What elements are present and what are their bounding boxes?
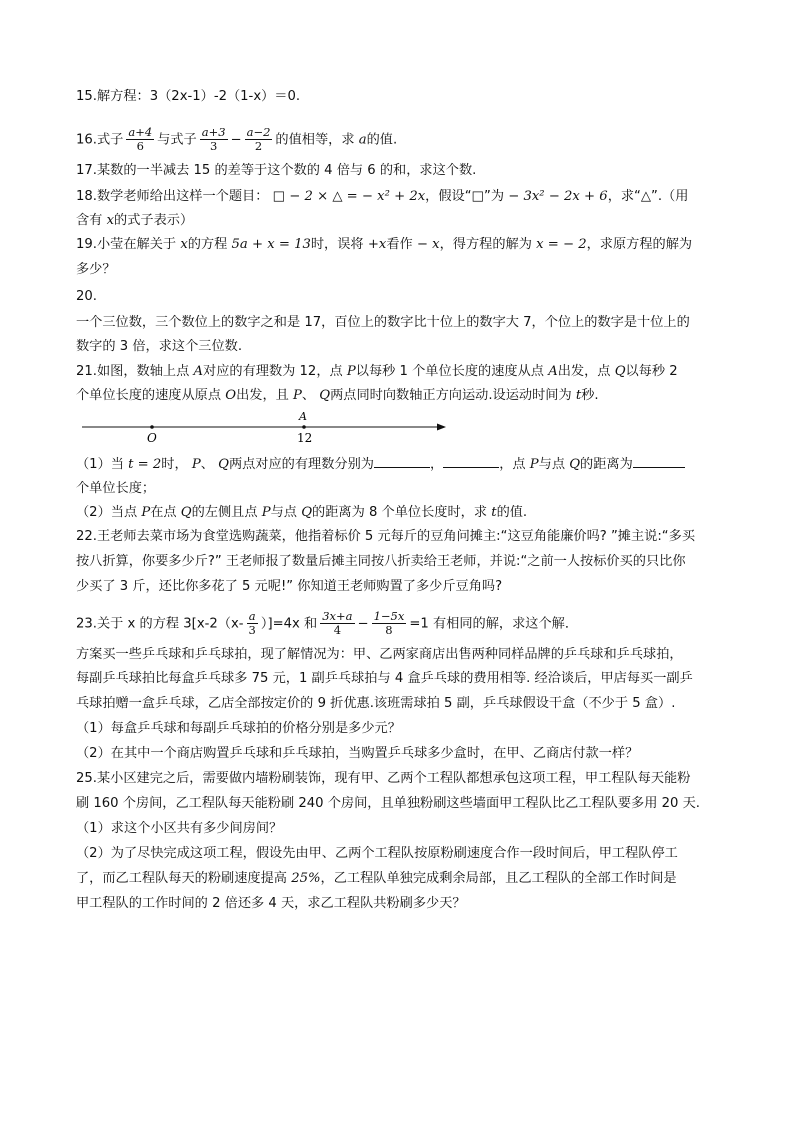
q19-solution: x = − 2 <box>536 237 587 252</box>
number-line-label-12: 12 <box>297 431 313 445</box>
q21-text-i: 秒. <box>581 388 599 403</box>
q23-text-b: ）]=4x 和 <box>260 616 318 632</box>
number-line-figure <box>80 405 460 445</box>
q23-fraction-2: $\frac{3x+a}{4}$ <box>322 609 353 637</box>
q19-text-b: 的方程 <box>187 237 228 252</box>
q21-point-P-2: P <box>293 388 302 403</box>
q21-point-P: P <box>346 364 356 379</box>
q25-sub2-line3: 甲工程队的工作时间的 2 倍还多 4 天，求乙工程队共粉刷多少天？ <box>76 896 466 911</box>
q21-point-A: A <box>193 364 204 379</box>
q21-point-Q-2: Q <box>319 388 331 403</box>
q21-sub1-c: 两点对应的有理数分别为 <box>228 457 374 472</box>
q21-text-d: 出发，点 <box>557 364 611 379</box>
q21-sub1-cond: t = 2 <box>128 457 162 472</box>
q16-line <box>76 126 397 153</box>
q16-var: a <box>358 132 367 148</box>
q21-sub1-Q2: Q <box>569 457 581 472</box>
q21-sub1-a: （1）当 <box>76 457 124 472</box>
q21-text-f: 个单位长度的速度从原点 <box>76 388 222 403</box>
q21-text-e: 以每秒 2 <box>625 364 678 379</box>
q19-text-a: 19.小莹在解关于 <box>76 237 177 252</box>
q21-text-h: 两点同时向数轴正方向运动.设运动时间为 <box>330 388 572 403</box>
q19-plus-x: +x <box>367 237 387 252</box>
q25-sub2-a: 了，而乙工程队每天的粉刷速度提高 <box>76 871 287 886</box>
q21-sub1-line2: 个单位长度； <box>76 481 156 496</box>
number-line-point-A <box>302 425 306 429</box>
q16-fraction-2: $\frac{a+3}{3}$ <box>201 125 226 153</box>
q21-sub2-line <box>76 504 527 522</box>
q22-line2: 按八折算，你要多少斤?” 王老师报了数量后摊主同按八折卖给王老师，并说:“之前一人按标价买的只比你 <box>76 554 686 569</box>
q21-sub2-t: t <box>491 505 497 520</box>
q20-line1: 一个三位数，三个数位上的数字之和是 17，百位上的数字比十位上的数字大 7，个位上的数字是十位上的 <box>76 315 690 330</box>
q15-text: 15.解方程：3（2x-1）-2（1-x）＝0. <box>76 89 301 104</box>
q21-sub2-b: 在点 <box>150 505 177 520</box>
q16-prefix: 16.式子 <box>76 132 124 148</box>
q25-line2: 刷 160 个房间，乙工程队每天能粉刷 240 个房间，且单独粉刷这些墙面甲工程队比乙工程队要多用 20 天. <box>76 796 700 811</box>
q21-point-A-2: A <box>548 364 558 379</box>
q21-var-t: t <box>575 388 582 403</box>
q21-sub2-d: 与点 <box>270 505 297 520</box>
q22-line3: 少买了 3 斤，还比你多花了 5 元呢!” 你知道王老师购置了多少斤豆角吗? <box>76 579 503 594</box>
q24-line1: 方案买一些乒乓球和乒乓球拍，现了解情况为：甲、乙两家商店出售两种同样品牌的乒乓球和乒乓球拍， <box>76 647 683 662</box>
answer-blank-1 <box>374 455 430 468</box>
q19-line1 <box>76 236 692 254</box>
q25-sub2-line1: （2）为了尽快完成这项工程，假设先由甲、乙两个工程队按原粉刷速度合作一段时间后，甲工程队停工 <box>76 846 678 861</box>
q21-text-g: 出发，且 <box>236 388 289 403</box>
q22-line1: 22.王老师去菜市场为食堂选购蔬菜，他指着标价 5 元每斤的豆角问摊主:“这豆角能廉价吗? ”摊主说:“多买 <box>76 529 696 544</box>
q16-suffix-a: 的值相等，求 <box>275 132 355 148</box>
q24-sub1: （1）每盒乒乓球和每副乒乓球拍的价格分别是多少元？ <box>76 721 401 736</box>
q21-sub2-c: 的左侧且点 <box>191 505 258 520</box>
q19-equation: 5a + x = 13 <box>231 237 311 252</box>
q25-sub2-line2 <box>76 870 677 888</box>
q21-sub2-Q: Q <box>180 505 192 520</box>
q16-fraction-3: $\frac{a-2}{2}$ <box>246 125 271 153</box>
q21-sub2-P2: P <box>261 505 271 520</box>
q21-sub2-e: 的距离为 8 个单位长度时，求 <box>312 505 488 520</box>
q21-point-Q: Q <box>614 364 626 379</box>
q23-text-c: =1 有相同的解，求这个解． <box>409 616 579 632</box>
q19-var: x <box>180 237 188 252</box>
q21-sub1-line1 <box>76 455 685 474</box>
q21-sub2-f: 的值. <box>496 505 528 520</box>
q18-text-a: 18.数学老师给出这样一个题目： <box>76 189 269 204</box>
q21-sub1-b: 时， <box>161 457 188 472</box>
q16-minus: − <box>230 132 242 148</box>
q17-text: 17.某数的一半减去 15 的差等于这个数的 4 倍与 6 的和，求这个数. <box>76 163 477 178</box>
q18-text-d: 含有 <box>76 213 103 228</box>
number-line-point-O <box>150 425 154 429</box>
q21-sub1-f: 的距离为 <box>580 457 633 472</box>
q21-sub1-P2: P <box>529 457 539 472</box>
q23-text-a: 23.关于 x 的方程 3[x-2（x- <box>76 616 244 632</box>
q23-minus: − <box>357 616 369 632</box>
q25-sub2-b: ，乙工程队单独完成剩余局部，且乙工程队的全部工作时间是 <box>320 871 677 886</box>
q18-expr2: − 3x² − 2x + 6 <box>508 189 608 204</box>
q24-line2: 每副乒乓球拍比每盒乒乓球多 75 元，1 副乒乓球拍与 4 盒乒乓球的费用相等. 经洽谈后，甲店每买一副乒 <box>76 671 693 686</box>
q21-sub2-P: P <box>141 505 151 520</box>
q25-sub1: （1）求这个小区共有多少间房间？ <box>76 821 283 836</box>
q21-sub1-P: P <box>191 457 201 472</box>
q18-line1 <box>76 188 688 206</box>
answer-blank-3 <box>633 455 685 468</box>
q21-text-a: 21.如图，数轴上点 <box>76 364 190 379</box>
number-line-arrow <box>437 424 446 431</box>
q18-expr1: □ − 2 × △ = − x² + 2x <box>272 189 426 204</box>
q21-sub2-Q2: Q <box>301 505 313 520</box>
number-line-label-O: O <box>147 431 157 445</box>
q19-line2: 多少？ <box>76 262 116 277</box>
q21-text-b: 对应的有理数为 12，点 <box>203 364 343 379</box>
q21-sub1-comma: ， <box>430 457 444 472</box>
q21-sep: 、 <box>301 388 316 403</box>
q20-number: 20. <box>76 289 97 304</box>
q16-mid: 与式子 <box>157 132 197 148</box>
q21-origin-O: O <box>225 388 237 403</box>
q24-line3: 乓球拍赠一盒乒乓球，乙店全部按定价的 9 折优惠.该班需球拍 5 副，乒乓球假设干盒（不少于 5 盒）. <box>76 696 676 711</box>
q24-sub2: （2）在其中一个商店购置乒乓球和乒乓球拍，当购置乒乓球多少盒时，在甲、乙商店付款一样？ <box>76 746 639 761</box>
q21-sub1-Q: Q <box>218 457 229 472</box>
q19-text-d: 看作 <box>386 237 413 252</box>
q23-line <box>76 610 578 637</box>
q23-fraction-1: $\frac{a}{3}$ <box>248 609 256 637</box>
q25-percent: 25% <box>291 871 321 886</box>
q18-text-e: 的式子表示） <box>114 213 194 228</box>
q18-line2 <box>76 212 193 230</box>
q21-sub1-d: ，点 <box>499 457 526 472</box>
q19-minus-x: − x <box>416 237 440 252</box>
q21-line2 <box>76 387 599 405</box>
q19-text-f: ，求原方程的解为 <box>586 237 693 252</box>
q18-text-b: ，假设“□”为 <box>425 189 505 204</box>
q18-var: x <box>106 213 115 228</box>
q20-line2: 数字的 3 倍，求这个三位数. <box>76 339 243 354</box>
answer-blank-2 <box>443 455 499 468</box>
q25-line1: 25.某小区建完之后，需要做内墙粉刷装饰，现有甲、乙两个工程队都想承包这项工程，甲工程队每天能粉 <box>76 771 691 786</box>
q16-suffix-b: 的值. <box>366 132 398 148</box>
q21-sub1-e: 与点 <box>538 457 566 472</box>
q23-fraction-3: $\frac{1-5x}{8}$ <box>373 609 405 637</box>
q21-text-c: 以每秒 1 个单位长度的速度从点 <box>355 364 544 379</box>
q19-text-e: ，得方程的解为 <box>439 237 532 252</box>
q16-fraction-1: $\frac{a+4}{6}$ <box>128 125 153 153</box>
q21-sub2-a: （2）当点 <box>76 505 138 520</box>
q19-text-c: 时，误将 <box>310 237 364 252</box>
q18-text-c: ，求“△”.（用 <box>607 189 689 204</box>
number-line-label-A: A <box>299 410 307 423</box>
q21-sub1-sep: 、 <box>200 457 214 472</box>
q21-line1 <box>76 363 678 381</box>
